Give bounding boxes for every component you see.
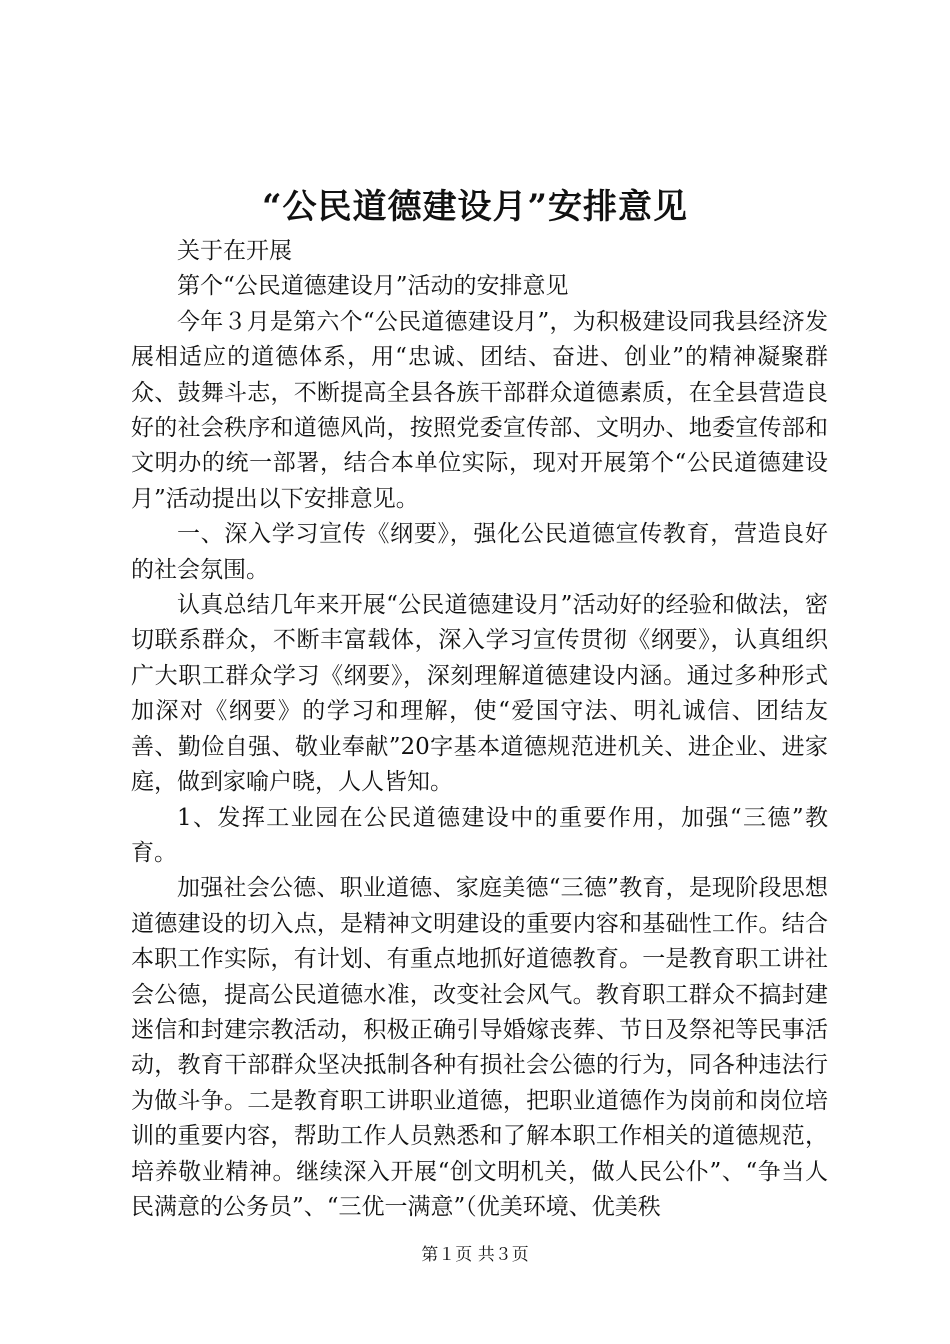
document-body <box>131 234 828 1225</box>
paragraph-intro-line-2: 第个“公民道德建设月”活动的安排意见 <box>177 273 569 300</box>
page-number: 第１页 共３页 <box>421 1245 529 1265</box>
section-heading-1: 一、深入学习宣传《纲要》，强化公民道德宣传教育，营造良好的社会氛围。 <box>131 521 828 583</box>
paragraph-preamble: 今年３月是第六个“公民道德建设月”，为积极建设同我县经济发展相适应的道德体系，用“忠诚、团结、奋进、创业”的精神凝聚群众、鼓舞斗志，不断提高全县各族干部群众道德素质，在全县营造良好的社会秩序和道德风尚，按照党委宣传部、文明办、地委宣传部和文明办的统一部署，结合本单位实际，现对开展第个“公民道德建设月”活动提出以下安排意见。 <box>131 308 828 512</box>
paragraph-intro-line-1: 关于在开展 <box>177 238 292 264</box>
document-title: “公民道德建设月”安排意见 <box>261 187 689 227</box>
subsection-heading-1: 1、发挥工业园在公民道德建设中的重要作用，加强“三德”教育。 <box>131 804 828 866</box>
paragraph-subsection-1: 加强社会公德、职业道德、家庭美德“三德”教育，是现阶段思想道德建设的切入点，是精神文明建设的重要内容和基础性工作。结合本职工作实际，有计划、有重点地抓好道德教育。一是教育职工讲社会公德，提高公民道德水准，改变社会风气。教育职工群众不搞封建迷信和封建宗教活动，积极正确引导婚嫁丧葬、节日及祭祀等民事活动，教育干部群众坚决抵制各种有损社会公德的行为，同各种违法行为做斗争。二是教育职工讲职业道德，把职业道德作为岗前和岗位培训的重要内容，帮助工作人员熟悉和了解本职工作相关的道德规范，培养敬业精神。继续深入开展“创文明机关，做人民公仆”、“争当人民满意的公务员”、“三优一满意”（优美环境、优美秩 <box>131 875 828 1220</box>
paragraph-section-1: 认真总结几年来开展“公民道德建设月”活动好的经验和做法，密切联系群众，不断丰富载体，深入学习宣传贯彻《纲要》，认真组织广大职工群众学习《纲要》，深刻理解道德建设内涵。通过多种形式加深对《纲要》的学习和理解，使“爱国守法、明礼诚信、团结友善、勤俭自强、敬业奉献”20字基本道德规范进机关、进企业、进家庭，做到家喻户晓，人人皆知。 <box>131 592 828 796</box>
